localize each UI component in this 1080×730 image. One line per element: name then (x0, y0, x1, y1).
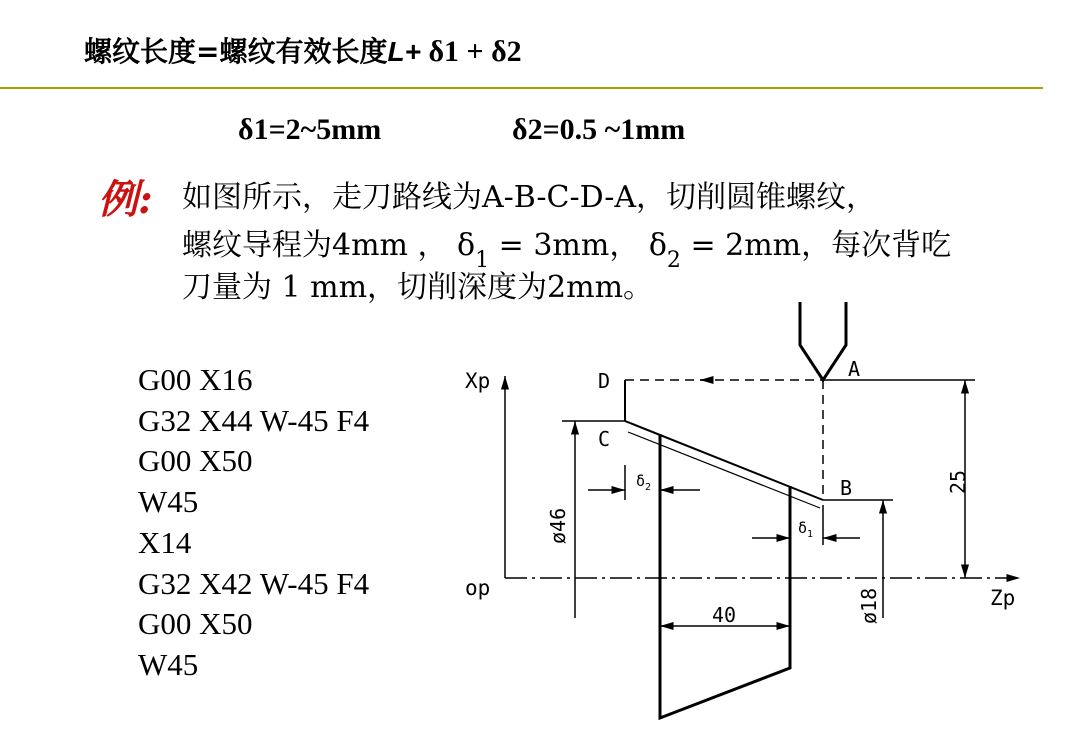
point-d-label: D (598, 369, 611, 393)
example-line-2-sub2: 2 (666, 248, 681, 273)
point-c-label: C (598, 427, 611, 451)
delta1-dim-label (798, 519, 813, 540)
title-formula-deltas: δ1 + δ2 (420, 35, 522, 68)
delta2-dim-label (636, 472, 651, 493)
delta2-sub: 2 (645, 482, 652, 493)
gcode-line: X14 (138, 525, 192, 560)
example-line-2-b: = 3mm， δ (489, 228, 667, 263)
example-line-1: 如图所示，走刀路线为A-B-C-D-A，切削圆锥螺纹， (182, 180, 877, 215)
gcode-line: G32 X42 W-45 F4 (138, 566, 370, 601)
dim-46-label: ø46 (546, 507, 570, 544)
path-c-b (625, 421, 823, 500)
delta1-sub: 1 (807, 529, 814, 540)
example-line-2-c: = 2mm，每次背吃 (680, 228, 952, 263)
zp-axis-label: Zp (990, 586, 1016, 610)
dim-25-label: 25 (946, 469, 970, 494)
delta1-symbol: δ (798, 519, 808, 537)
point-a-label: A (848, 357, 861, 381)
point-b-label: B (840, 476, 853, 500)
delta1-range: δ1=2~5mm (238, 113, 382, 146)
example-line-3: 刀量为 1 mm，切削深度为2mm。 (182, 270, 654, 305)
gcode-line: W45 (138, 484, 199, 519)
gcode-line: W45 (138, 647, 199, 682)
example-line-2-sub1: 1 (475, 248, 490, 273)
gcode-line: G00 X50 (138, 443, 253, 478)
title-formula-text: 螺纹长度=螺纹有效长度 (84, 35, 388, 68)
xp-axis-label: Xp (465, 369, 491, 393)
dim-40-label: 40 (712, 603, 737, 627)
gcode-line: G00 X50 (138, 606, 253, 641)
origin-label: op (465, 576, 491, 600)
delta2-symbol: δ (636, 472, 646, 490)
gcode-line: G00 X16 (138, 362, 253, 397)
example-label: 例: (98, 176, 153, 223)
dim-18-label: ø18 (857, 587, 881, 624)
workpiece (660, 434, 790, 718)
cutting-tool (800, 302, 846, 380)
gcode-line: G32 X44 W-45 F4 (138, 403, 370, 438)
delta2-range: δ2=0.5 ~1mm (512, 113, 686, 146)
example-line-2-a: 螺纹导程为4mm ， δ (182, 228, 476, 263)
title-formula-L: L+ (387, 36, 421, 67)
